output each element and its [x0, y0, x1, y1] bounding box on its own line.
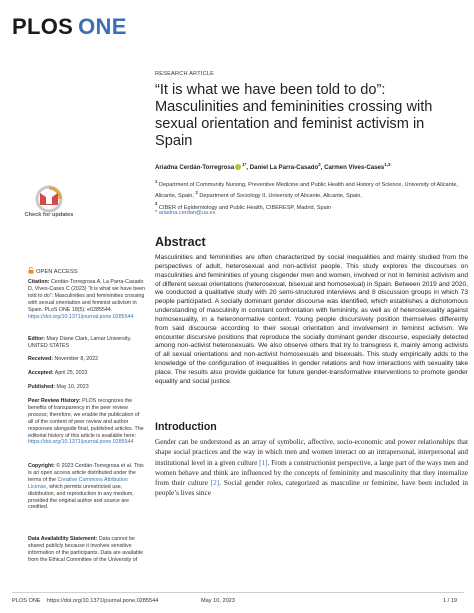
affiliation-text: Department of Sociology II, University of Alicante, Alicante, Spain,	[199, 193, 362, 200]
footer-divider	[12, 592, 464, 593]
peer-review-label: Peer Review History:	[28, 398, 81, 404]
peer-review-block	[28, 398, 146, 446]
published-date: May 10, 2023	[55, 384, 89, 390]
open-lock-icon	[28, 267, 34, 274]
peer-review-text: PLOS recognizes the benefits of transparency in the peer review process; therefore, we enable the publication of all of the content of peer review and author responses alongside final, published articles. The editorial history of this article is available here:	[28, 398, 144, 439]
abstract-heading: Abstract	[155, 235, 206, 249]
accepted-date: April 25, 2023	[53, 370, 88, 376]
affiliation-number: 2	[195, 190, 198, 196]
data-availability-label: Data Availability Statement:	[28, 536, 98, 542]
citation-ref[interactable]: [2]	[210, 479, 220, 488]
affiliations	[155, 178, 467, 212]
citation-block	[28, 279, 146, 320]
citation-ref[interactable]: [1]	[259, 458, 268, 467]
intro-sentence: Gender can be understood as an array of symbolic, affective, socio-economic and power relationships that shape social practices and the way in which men and women interact on an intrapersonal, interpersonal and institutional level in a given culture	[155, 438, 468, 467]
corresponding-email[interactable]: * ariadna.cerdan@ua.es	[155, 210, 216, 216]
peer-review-link[interactable]: https://doi.org/10.1371/journal.pone.0285544	[28, 439, 134, 446]
author-2-affil: 2	[318, 162, 321, 167]
author-1[interactable]: Ariadna Cerdán-Torregrosa	[155, 164, 235, 172]
editor-block	[28, 336, 146, 350]
copyright-text: © 2023 Cerdán-Torregrosa et al. This is an open access article distributed under the terms of the	[28, 463, 144, 483]
copyright-text-2: , which permits unrestricted use, distribution, and reproduction in any medium, provided the original author and source are credited.	[28, 483, 134, 511]
intro-sentence: . From a constructionist perspective, a large part of the ways men and women behave and think are influenced by the concepts of femininity and masculinity that they internalize from their culture	[155, 458, 468, 488]
footer-page-number: 1 / 19	[443, 598, 457, 604]
accepted-block	[28, 370, 146, 377]
affiliation-1-2	[155, 178, 467, 201]
affiliation-number: 3	[155, 201, 158, 207]
affiliation-number: 1	[155, 179, 158, 184]
logo-one: ONE	[78, 14, 127, 39]
article-type: RESEARCH ARTICLE	[155, 71, 215, 77]
received-date: November 8, 2022	[53, 356, 99, 362]
author-3[interactable]: , Carmen Vives-Cases	[320, 164, 385, 172]
abstract-text: Masculinities and femininities are often characterized by social inequalities and mainly studied from the perspectives of adult, heterosexual and non-activist people. This study explores the discourses on masculinities and femininities of young cisgender men and women, involved or not in feminist activism and of different sexual orientations (heterosexual, bisexual and homosexual) in Spain. Between 2019 and 2020, we conducted a qualitative study with 20 semi-structured interviews and 8 discussion groups in which 73 people participated. A socially dominant gender discourse was identified, which establishes a dichotomous understanding of masculinity in constant confrontation with femininity, as well as of heterosexuality against homosexuality, in a heteronormative context. Young people discursively position themselves differently from said discourse according to their sexual orientation and involvement in feminist activism. We encounter discursive positions that reproduce the socially dominant gender discourse, especially detected among non-activist heterosexuals. We also observe others that try to transgress it, mainly among activists of all sexual orientations and non-activist homosexuals and bisexuals. This study empirically adds to the knowledge of the configuration of inequalities in gender relations and how interactions with sexuality take place. The results also provide guidance for future gender-transformative interventions to promote gender equality and social justice.	[155, 254, 468, 385]
license-link[interactable]: Creative Commons Attribution License	[28, 476, 128, 490]
footer-date: May 10, 2023	[201, 598, 235, 604]
copyright-label: Copyright:	[28, 463, 55, 469]
citation-label: Citation:	[28, 279, 50, 285]
article-title: “It is what we have been told to do”: Masculinities and femininities crossing with sexual orientation and feminist activism in Spain	[155, 82, 433, 149]
citation-text: Cerdán-Torregrosa A, La Parra-Casado D, Vives-Cases C (2023) “It is what we have been told to do”: Masculinities and femininities crossing with sexual orientation and feminist activism in Spain. PLoS ONE 18(5): e0285544.	[28, 279, 146, 313]
author-1-affil: 1*	[242, 162, 247, 167]
open-access-badge	[28, 267, 146, 276]
published-block	[28, 384, 146, 391]
author-list	[155, 161, 465, 172]
affiliation-text: Department of Community Nursing, Preventive Medicine and Public Health and History of Science, University of Alicante, Alicante, Spain,	[155, 181, 458, 200]
logo-plos: PLOS	[12, 14, 74, 39]
orcid-icon[interactable]	[235, 164, 241, 170]
author-3-affil: 1,3	[384, 162, 391, 167]
open-access-label: OPEN ACCESS	[36, 269, 78, 275]
received-block	[28, 356, 146, 363]
published-label: Published:	[28, 384, 56, 390]
citation-doi-link[interactable]: https://doi.org/10.1371/journal.pone.0285544	[28, 313, 134, 320]
check-for-updates-icon[interactable]	[28, 185, 70, 231]
data-availability-text: Data cannot be shared publicly because it involves sensitive information of the participants. Data are available from the Ethical Committee of the University of	[28, 536, 144, 563]
footer-journal: PLOS ONE	[12, 598, 41, 604]
intro-sentence: . Social gender roles, categorized as masculine or feminine, have been included in people’s lives since	[155, 479, 468, 498]
author-2[interactable]: , Daniel La Parra-Casado	[246, 164, 319, 172]
received-label: Received:	[28, 356, 54, 362]
accepted-label: Accepted:	[28, 370, 54, 376]
introduction-heading: Introduction	[155, 421, 217, 433]
copyright-block	[28, 463, 146, 511]
introduction-text	[155, 437, 468, 499]
footer-doi-link[interactable]: https://doi.org/10.1371/journal.pone.0285544	[47, 598, 159, 604]
editor-text: Mary Diane Clark, Lamar University, UNITED STATES	[28, 336, 132, 349]
check-for-updates-label[interactable]: Check for updates	[24, 212, 74, 218]
editor-label: Editor:	[28, 336, 46, 342]
affiliation-text: CIBER of Epidemiology and Public Health, CIBERESP, Madrid, Spain	[158, 204, 332, 211]
journal-logo[interactable]	[12, 14, 127, 40]
data-availability-block	[28, 536, 146, 564]
